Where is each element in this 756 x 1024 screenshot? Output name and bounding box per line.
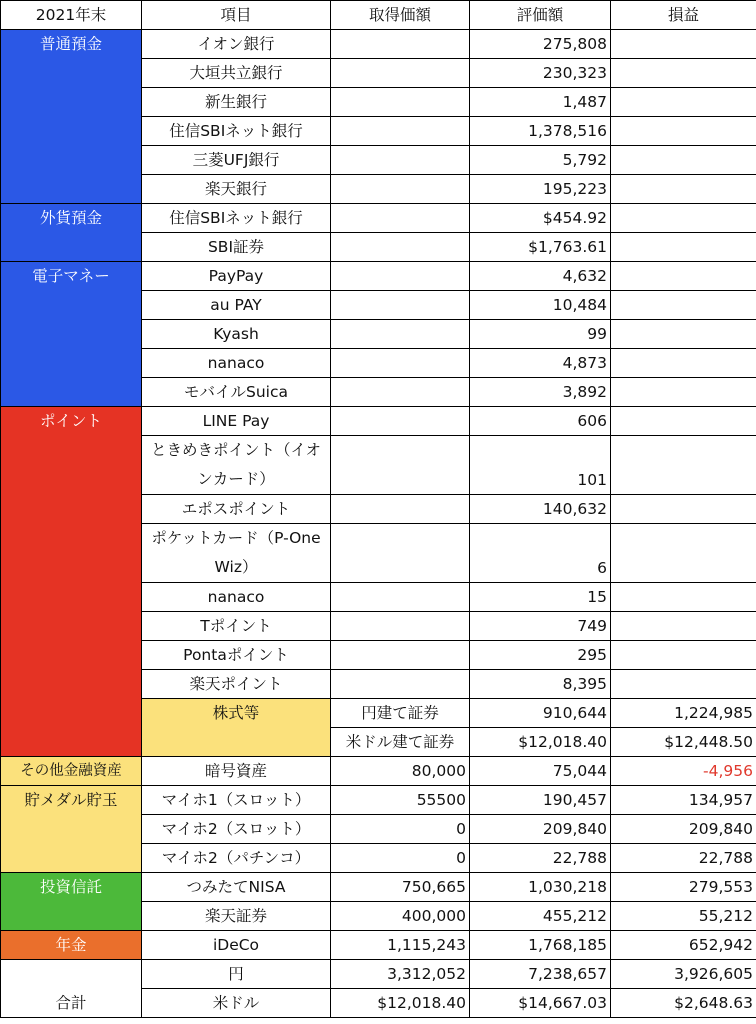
category-cell[interactable]: ポイント	[1, 407, 142, 757]
cost-cell[interactable]	[331, 583, 470, 612]
cost-cell[interactable]	[331, 88, 470, 117]
item-cell[interactable]: ポケットカード（P-One Wiz）	[142, 524, 331, 583]
value-cell[interactable]: 1,030,218	[470, 873, 611, 902]
value-cell[interactable]: $1,763.61	[470, 233, 611, 262]
item-cell[interactable]: つみたてNISA	[142, 873, 331, 902]
pl-cell[interactable]	[611, 378, 756, 407]
pl-cell[interactable]: 22,788	[611, 844, 756, 873]
item-cell[interactable]: 楽天証券	[142, 902, 331, 931]
category-cell[interactable]: 貯メダル貯玉	[1, 786, 142, 873]
cost-cell[interactable]	[331, 59, 470, 88]
item-cell[interactable]: au PAY	[142, 291, 331, 320]
cost-cell[interactable]	[331, 641, 470, 670]
cost-cell[interactable]	[331, 30, 470, 59]
item-cell[interactable]: nanaco	[142, 349, 331, 378]
item-cell[interactable]: Kyash	[142, 320, 331, 349]
category-cell[interactable]: その他金融資産	[1, 757, 142, 786]
cost-cell[interactable]	[331, 233, 470, 262]
cost-cell[interactable]	[331, 146, 470, 175]
pl-cell[interactable]	[611, 349, 756, 378]
item-cell[interactable]: マイホ1（スロット）	[142, 786, 331, 815]
item-cell[interactable]: Tポイント	[142, 612, 331, 641]
value-cell[interactable]: 455,212	[470, 902, 611, 931]
pl-cell[interactable]	[611, 436, 756, 495]
pl-cell[interactable]	[611, 146, 756, 175]
pl-cell[interactable]	[611, 524, 756, 583]
cost-cell[interactable]	[331, 262, 470, 291]
pl-cell[interactable]: 209,840	[611, 815, 756, 844]
item-cell[interactable]: 大垣共立銀行	[142, 59, 331, 88]
item-cell[interactable]: nanaco	[142, 583, 331, 612]
value-cell[interactable]: 140,632	[470, 495, 611, 524]
table-row	[1, 30, 756, 59]
total-pl-cell[interactable]: $2,648.63	[611, 989, 756, 1018]
value-cell[interactable]: 101	[470, 436, 611, 495]
cost-cell[interactable]	[331, 175, 470, 204]
item-cell[interactable]: 楽天銀行	[142, 175, 331, 204]
value-cell[interactable]: 209,840	[470, 815, 611, 844]
cost-cell[interactable]	[331, 524, 470, 583]
total-label[interactable]: 合計	[1, 960, 142, 1018]
value-cell[interactable]: 606	[470, 407, 611, 436]
pl-cell[interactable]	[611, 495, 756, 524]
cost-cell[interactable]	[331, 670, 470, 699]
item-cell[interactable]: モバイルSuica	[142, 378, 331, 407]
table-row	[1, 407, 756, 436]
cost-cell[interactable]	[331, 612, 470, 641]
item-cell[interactable]: 円建て証券	[331, 699, 470, 728]
cost-cell[interactable]	[331, 204, 470, 233]
pl-cell[interactable]	[611, 30, 756, 59]
item-cell[interactable]: 新生銀行	[142, 88, 331, 117]
item-cell[interactable]: PayPay	[142, 262, 331, 291]
value-cell[interactable]: 230,323	[470, 59, 611, 88]
item-cell[interactable]: イオン銀行	[142, 30, 331, 59]
total-cost-cell[interactable]: $12,018.40	[331, 989, 470, 1018]
cost-cell[interactable]	[331, 378, 470, 407]
item-cell[interactable]: マイホ2（パチンコ）	[142, 844, 331, 873]
value-cell[interactable]: 4,632	[470, 262, 611, 291]
pl-cell[interactable]	[611, 204, 756, 233]
category-cell[interactable]: 電子マネー	[1, 262, 142, 407]
category-cell[interactable]: 年金	[1, 931, 142, 960]
value-cell[interactable]: 6	[470, 524, 611, 583]
item-cell[interactable]: 住信SBIネット銀行	[142, 117, 331, 146]
cost-cell[interactable]: 400,000	[331, 902, 470, 931]
header-row	[1, 1, 756, 30]
cost-cell[interactable]: 0	[331, 844, 470, 873]
value-cell[interactable]: $454.92	[470, 204, 611, 233]
item-cell[interactable]: 暗号資産	[142, 757, 331, 786]
cost-cell[interactable]: 910,644	[470, 699, 611, 728]
total-value-cell[interactable]: $14,667.03	[470, 989, 611, 1018]
total-row-yen	[1, 960, 756, 989]
pl-cell[interactable]: 279,553	[611, 873, 756, 902]
pl-cell[interactable]	[611, 641, 756, 670]
value-cell[interactable]: 3,892	[470, 378, 611, 407]
value-cell[interactable]: 10,484	[470, 291, 611, 320]
cost-cell[interactable]	[331, 436, 470, 495]
pl-cell[interactable]: 134,957	[611, 786, 756, 815]
value-cell[interactable]: 15	[470, 583, 611, 612]
total-cost-cell[interactable]: 3,312,052	[331, 960, 470, 989]
item-cell[interactable]: 米ドル建て証券	[331, 728, 470, 757]
value-cell[interactable]: 5,792	[470, 146, 611, 175]
value-cell[interactable]: 295	[470, 641, 611, 670]
item-cell[interactable]: エポスポイント	[142, 495, 331, 524]
header-year[interactable]: 2021年末	[1, 1, 142, 30]
total-pl-cell[interactable]: 3,926,605	[611, 960, 756, 989]
cost-cell[interactable]: 1,115,243	[331, 931, 470, 960]
pl-cell[interactable]	[611, 291, 756, 320]
value-cell[interactable]: 4,873	[470, 349, 611, 378]
pl-cell[interactable]	[611, 670, 756, 699]
total-item-cell[interactable]: 米ドル	[142, 989, 331, 1018]
cost-cell[interactable]: $12,018.40	[470, 728, 611, 757]
cost-cell[interactable]	[331, 117, 470, 146]
value-cell[interactable]: 1,224,985	[611, 699, 756, 728]
item-cell[interactable]: マイホ2（スロット）	[142, 815, 331, 844]
cost-cell[interactable]	[331, 349, 470, 378]
value-cell[interactable]: 1,487	[470, 88, 611, 117]
category-cell[interactable]: 普通預金	[1, 30, 142, 204]
item-cell[interactable]: 三菱UFJ銀行	[142, 146, 331, 175]
item-cell[interactable]: ときめきポイント（イオンカード）	[142, 436, 331, 495]
item-cell[interactable]: SBI証券	[142, 233, 331, 262]
value-cell[interactable]: $12,448.50	[611, 728, 756, 757]
pl-cell[interactable]	[611, 88, 756, 117]
value-cell[interactable]: 22,788	[470, 844, 611, 873]
cost-cell[interactable]	[331, 495, 470, 524]
cost-cell[interactable]	[331, 291, 470, 320]
pl-cell[interactable]: 55,212	[611, 902, 756, 931]
cost-cell[interactable]	[331, 320, 470, 349]
pl-cell[interactable]: 652,942	[611, 931, 756, 960]
header-value[interactable]: 評価額	[470, 1, 611, 30]
category-cell[interactable]: 外貨預金	[1, 204, 142, 262]
cost-cell[interactable]: 80,000	[331, 757, 470, 786]
pl-cell[interactable]	[611, 175, 756, 204]
value-cell[interactable]: 190,457	[470, 786, 611, 815]
header-cost[interactable]: 取得価額	[331, 1, 470, 30]
table-row	[1, 786, 756, 815]
pl-cell[interactable]	[611, 407, 756, 436]
value-cell[interactable]: 195,223	[470, 175, 611, 204]
pl-cell[interactable]	[611, 320, 756, 349]
cost-cell[interactable]: 55500	[331, 786, 470, 815]
pl-cell[interactable]	[611, 233, 756, 262]
total-value-cell[interactable]: 7,238,657	[470, 960, 611, 989]
cost-cell[interactable]: 750,665	[331, 873, 470, 902]
item-cell[interactable]: LINE Pay	[142, 407, 331, 436]
category-cell[interactable]: 投資信託	[1, 873, 142, 931]
cost-cell[interactable]: 0	[331, 815, 470, 844]
header-item[interactable]: 項目	[142, 1, 331, 30]
value-cell[interactable]: 75,044	[470, 757, 611, 786]
value-cell[interactable]: 749	[470, 612, 611, 641]
value-cell[interactable]: 99	[470, 320, 611, 349]
table-row	[1, 873, 756, 902]
category-cell[interactable]: 株式等	[142, 699, 331, 757]
header-pl[interactable]: 損益	[611, 1, 756, 30]
total-item-cell[interactable]: 円	[142, 960, 331, 989]
item-cell[interactable]: Pontaポイント	[142, 641, 331, 670]
table-row	[1, 204, 756, 233]
item-cell[interactable]: 楽天ポイント	[142, 670, 331, 699]
value-cell[interactable]: 1,378,516	[470, 117, 611, 146]
table-row	[1, 931, 756, 960]
pl-cell[interactable]	[611, 583, 756, 612]
value-cell[interactable]: 275,808	[470, 30, 611, 59]
value-cell[interactable]: 8,395	[470, 670, 611, 699]
table-row	[1, 757, 756, 786]
value-cell[interactable]: 1,768,185	[470, 931, 611, 960]
item-cell[interactable]: iDeCo	[142, 931, 331, 960]
pl-cell-negative[interactable]: -4,956	[611, 757, 756, 786]
pl-cell[interactable]	[611, 59, 756, 88]
pl-cell[interactable]	[611, 262, 756, 291]
pl-cell[interactable]	[611, 117, 756, 146]
pl-cell[interactable]	[611, 612, 756, 641]
table-row	[1, 262, 756, 291]
item-cell[interactable]: 住信SBIネット銀行	[142, 204, 331, 233]
cost-cell[interactable]	[331, 407, 470, 436]
